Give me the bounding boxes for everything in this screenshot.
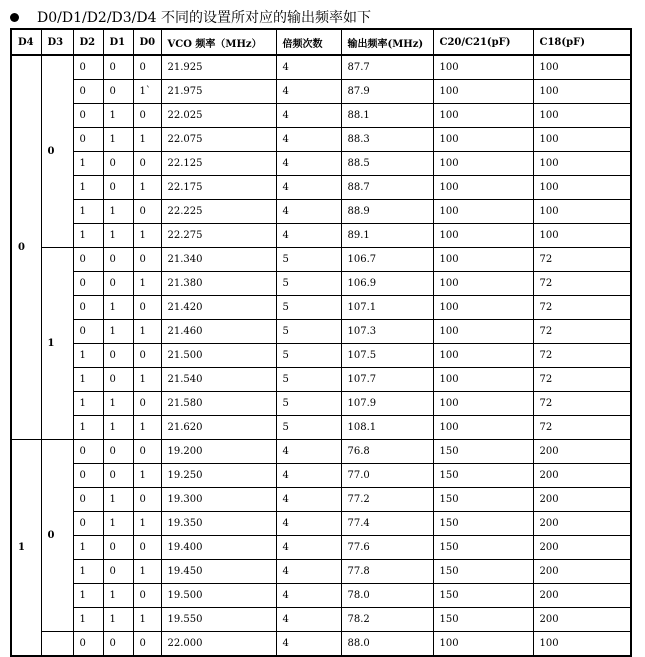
- col-header-c20-c21: C20/C21(pF): [433, 29, 533, 55]
- cell-d1: 0: [103, 248, 133, 272]
- cell-output-freq: 88.0: [341, 632, 433, 657]
- cell-d1: 0: [103, 632, 133, 657]
- heading-text: D0/D1/D2/D3/D4 不同的设置所对应的输出频率如下: [37, 10, 371, 26]
- table-row: [11, 536, 631, 560]
- cell-d1: 0: [103, 464, 133, 488]
- table-row: [11, 176, 631, 200]
- cell-vco-freq: 19.550: [161, 608, 276, 632]
- header-row: [11, 29, 631, 55]
- cell-vco-freq: 21.420: [161, 296, 276, 320]
- cell-c20-c21: 100: [433, 368, 533, 392]
- cell-d1: 1: [103, 488, 133, 512]
- cell-vco-freq: 19.450: [161, 560, 276, 584]
- cell-d0: 0: [133, 152, 161, 176]
- cell-c20-c21: 100: [433, 320, 533, 344]
- cell-d2: 1: [73, 368, 103, 392]
- cell-output-freq: 78.0: [341, 584, 433, 608]
- cell-c18: 72: [533, 368, 631, 392]
- d4-group-cell: 0: [11, 55, 41, 440]
- cell-d2: 0: [73, 248, 103, 272]
- cell-multiplier: 4: [276, 584, 341, 608]
- cell-output-freq: 88.3: [341, 128, 433, 152]
- cell-multiplier: 4: [276, 128, 341, 152]
- cell-c18: 100: [533, 200, 631, 224]
- cell-d0: 1: [133, 368, 161, 392]
- cell-d1: 1: [103, 584, 133, 608]
- cell-d0: 1: [133, 512, 161, 536]
- cell-vco-freq: 19.500: [161, 584, 276, 608]
- table-row: [11, 320, 631, 344]
- cell-d0: 0: [133, 344, 161, 368]
- cell-c18: 200: [533, 584, 631, 608]
- cell-multiplier: 5: [276, 272, 341, 296]
- bullet-icon: [10, 13, 19, 22]
- cell-output-freq: 76.8: [341, 440, 433, 464]
- cell-d2: 1: [73, 536, 103, 560]
- cell-c18: 100: [533, 632, 631, 657]
- cell-d1: 0: [103, 344, 133, 368]
- cell-multiplier: 5: [276, 416, 341, 440]
- table-row: [11, 344, 631, 368]
- cell-c18: 72: [533, 416, 631, 440]
- table-body: [11, 55, 631, 656]
- cell-d2: 0: [73, 488, 103, 512]
- cell-d0: 0: [133, 536, 161, 560]
- cell-d0: 1: [133, 320, 161, 344]
- cell-c20-c21: 100: [433, 200, 533, 224]
- cell-multiplier: 5: [276, 392, 341, 416]
- cell-output-freq: 88.9: [341, 200, 433, 224]
- table-row: [11, 80, 631, 104]
- cell-d1: 0: [103, 176, 133, 200]
- table-row: [11, 224, 631, 248]
- cell-multiplier: 5: [276, 368, 341, 392]
- cell-c20-c21: 100: [433, 176, 533, 200]
- col-header-d1: D1: [103, 29, 133, 55]
- cell-multiplier: 5: [276, 248, 341, 272]
- cell-vco-freq: 19.250: [161, 464, 276, 488]
- cell-output-freq: 107.5: [341, 344, 433, 368]
- cell-c18: 72: [533, 320, 631, 344]
- table-row: [11, 55, 631, 80]
- cell-d2: 1: [73, 584, 103, 608]
- cell-c18: 100: [533, 152, 631, 176]
- col-header-d2: D2: [73, 29, 103, 55]
- cell-c20-c21: 100: [433, 392, 533, 416]
- cell-d1: 1: [103, 392, 133, 416]
- cell-d2: 1: [73, 152, 103, 176]
- cell-d1: 0: [103, 272, 133, 296]
- cell-d2: 0: [73, 512, 103, 536]
- cell-d2: 1: [73, 416, 103, 440]
- cell-c18: 200: [533, 488, 631, 512]
- table-row: [11, 200, 631, 224]
- cell-vco-freq: 19.400: [161, 536, 276, 560]
- cell-output-freq: 107.7: [341, 368, 433, 392]
- cell-d1: 1: [103, 320, 133, 344]
- frequency-table: [10, 28, 632, 657]
- cell-d0: 1: [133, 128, 161, 152]
- cell-vco-freq: 19.350: [161, 512, 276, 536]
- table-row: [11, 272, 631, 296]
- cell-d2: 0: [73, 128, 103, 152]
- d3-group-cell: 0: [41, 55, 73, 248]
- cell-multiplier: 4: [276, 80, 341, 104]
- cell-vco-freq: 21.975: [161, 80, 276, 104]
- cell-vco-freq: 21.460: [161, 320, 276, 344]
- cell-vco-freq: 22.125: [161, 152, 276, 176]
- cell-d2: 0: [73, 320, 103, 344]
- cell-d0: 0: [133, 392, 161, 416]
- cell-c18: 72: [533, 344, 631, 368]
- cell-d0: 0: [133, 200, 161, 224]
- cell-multiplier: 4: [276, 440, 341, 464]
- cell-vco-freq: 21.380: [161, 272, 276, 296]
- cell-d2: 1: [73, 608, 103, 632]
- cell-multiplier: 4: [276, 55, 341, 80]
- cell-d0: 0: [133, 55, 161, 80]
- cell-vco-freq: 21.580: [161, 392, 276, 416]
- cell-d1: 1: [103, 104, 133, 128]
- cell-d1: 1: [103, 128, 133, 152]
- cell-output-freq: 77.4: [341, 512, 433, 536]
- table-row: [11, 416, 631, 440]
- cell-c20-c21: 100: [433, 104, 533, 128]
- cell-c20-c21: 100: [433, 416, 533, 440]
- cell-c18: 200: [533, 464, 631, 488]
- cell-c18: 100: [533, 224, 631, 248]
- cell-output-freq: 106.9: [341, 272, 433, 296]
- cell-output-freq: 77.2: [341, 488, 433, 512]
- d3-group-cell: [41, 632, 73, 657]
- cell-vco-freq: 21.500: [161, 344, 276, 368]
- table-row: [11, 248, 631, 272]
- cell-output-freq: 87.9: [341, 80, 433, 104]
- cell-d1: 1: [103, 512, 133, 536]
- table-row: [11, 464, 631, 488]
- cell-c20-c21: 100: [433, 272, 533, 296]
- cell-d0: 0: [133, 488, 161, 512]
- table-row: [11, 128, 631, 152]
- cell-d1: 1: [103, 296, 133, 320]
- cell-vco-freq: 19.300: [161, 488, 276, 512]
- cell-multiplier: 5: [276, 296, 341, 320]
- cell-multiplier: 4: [276, 152, 341, 176]
- cell-c18: 72: [533, 296, 631, 320]
- col-header-d0: D0: [133, 29, 161, 55]
- table-row: [11, 392, 631, 416]
- cell-vco-freq: 19.200: [161, 440, 276, 464]
- cell-c20-c21: 100: [433, 224, 533, 248]
- cell-c18: 72: [533, 248, 631, 272]
- cell-multiplier: 4: [276, 200, 341, 224]
- cell-vco-freq: 22.075: [161, 128, 276, 152]
- cell-vco-freq: 22.000: [161, 632, 276, 657]
- cell-d2: 0: [73, 272, 103, 296]
- cell-d2: 0: [73, 440, 103, 464]
- cell-d1: 1: [103, 416, 133, 440]
- cell-d0: 1: [133, 560, 161, 584]
- cell-d0: 1: [133, 272, 161, 296]
- table-row: [11, 512, 631, 536]
- cell-d0: 1: [133, 416, 161, 440]
- cell-output-freq: 106.7: [341, 248, 433, 272]
- d4-group-cell: 1: [11, 440, 41, 657]
- cell-c18: 72: [533, 272, 631, 296]
- cell-output-freq: 87.7: [341, 55, 433, 80]
- table-row: [11, 608, 631, 632]
- table-row: [11, 368, 631, 392]
- cell-c20-c21: 100: [433, 152, 533, 176]
- cell-d1: 0: [103, 80, 133, 104]
- cell-multiplier: 4: [276, 488, 341, 512]
- cell-multiplier: 5: [276, 320, 341, 344]
- cell-d1: 1: [103, 200, 133, 224]
- cell-d2: 1: [73, 176, 103, 200]
- col-header-c18: C18(pF): [533, 29, 631, 55]
- cell-d2: 0: [73, 632, 103, 657]
- cell-c18: 100: [533, 128, 631, 152]
- cell-multiplier: 4: [276, 608, 341, 632]
- cell-c20-c21: 100: [433, 296, 533, 320]
- cell-multiplier: 4: [276, 512, 341, 536]
- cell-multiplier: 4: [276, 464, 341, 488]
- cell-vco-freq: 22.225: [161, 200, 276, 224]
- col-header-output: 输出频率(MHz): [341, 29, 433, 55]
- cell-c18: 200: [533, 440, 631, 464]
- cell-d0: 1: [133, 176, 161, 200]
- cell-c18: 72: [533, 392, 631, 416]
- cell-c20-c21: 150: [433, 536, 533, 560]
- cell-c18: 100: [533, 104, 631, 128]
- cell-c20-c21: 100: [433, 80, 533, 104]
- cell-d2: 1: [73, 224, 103, 248]
- cell-d1: 0: [103, 536, 133, 560]
- cell-c20-c21: 100: [433, 344, 533, 368]
- cell-c20-c21: 100: [433, 128, 533, 152]
- cell-d1: 0: [103, 560, 133, 584]
- cell-output-freq: 77.0: [341, 464, 433, 488]
- col-header-d3: D3: [41, 29, 73, 55]
- cell-d2: 0: [73, 296, 103, 320]
- cell-d0: 0: [133, 584, 161, 608]
- cell-multiplier: 4: [276, 632, 341, 657]
- cell-d2: 0: [73, 55, 103, 80]
- cell-d2: 1: [73, 392, 103, 416]
- cell-d1: 0: [103, 152, 133, 176]
- cell-d0: 1: [133, 464, 161, 488]
- cell-d1: 0: [103, 368, 133, 392]
- cell-c20-c21: 150: [433, 464, 533, 488]
- cell-multiplier: 4: [276, 224, 341, 248]
- cell-c20-c21: 100: [433, 248, 533, 272]
- cell-d2: 1: [73, 344, 103, 368]
- cell-c20-c21: 150: [433, 488, 533, 512]
- cell-output-freq: 107.9: [341, 392, 433, 416]
- cell-d1: 1: [103, 224, 133, 248]
- cell-d0: 0: [133, 104, 161, 128]
- cell-c20-c21: 150: [433, 608, 533, 632]
- cell-output-freq: 108.1: [341, 416, 433, 440]
- table-row: [11, 632, 631, 657]
- table-row: [11, 560, 631, 584]
- cell-c18: 200: [533, 536, 631, 560]
- cell-d2: 1: [73, 200, 103, 224]
- table-row: [11, 152, 631, 176]
- cell-output-freq: 88.1: [341, 104, 433, 128]
- cell-vco-freq: 22.275: [161, 224, 276, 248]
- cell-output-freq: 89.1: [341, 224, 433, 248]
- cell-output-freq: 107.3: [341, 320, 433, 344]
- cell-multiplier: 4: [276, 560, 341, 584]
- cell-d0: 0: [133, 632, 161, 657]
- cell-c18: 200: [533, 608, 631, 632]
- cell-d1: 0: [103, 440, 133, 464]
- table-row: [11, 296, 631, 320]
- cell-c18: 100: [533, 55, 631, 80]
- cell-d0: 0: [133, 440, 161, 464]
- cell-d0: 0: [133, 296, 161, 320]
- section-heading: [10, 6, 371, 28]
- cell-output-freq: 77.6: [341, 536, 433, 560]
- cell-d0: 1`: [133, 80, 161, 104]
- d3-group-cell: 1: [41, 248, 73, 440]
- cell-output-freq: 78.2: [341, 608, 433, 632]
- table-row: [11, 488, 631, 512]
- cell-c20-c21: 150: [433, 512, 533, 536]
- table-row: [11, 584, 631, 608]
- cell-vco-freq: 21.925: [161, 55, 276, 80]
- cell-d0: 1: [133, 224, 161, 248]
- cell-vco-freq: 21.340: [161, 248, 276, 272]
- cell-output-freq: 88.5: [341, 152, 433, 176]
- cell-c18: 100: [533, 80, 631, 104]
- cell-d2: 0: [73, 104, 103, 128]
- cell-c20-c21: 100: [433, 55, 533, 80]
- cell-d2: 1: [73, 560, 103, 584]
- cell-multiplier: 4: [276, 176, 341, 200]
- table-row: [11, 440, 631, 464]
- col-header-d4: D4: [11, 29, 41, 55]
- cell-vco-freq: 22.175: [161, 176, 276, 200]
- cell-c20-c21: 150: [433, 584, 533, 608]
- cell-d2: 0: [73, 80, 103, 104]
- cell-c20-c21: 150: [433, 440, 533, 464]
- cell-d2: 0: [73, 464, 103, 488]
- cell-vco-freq: 22.025: [161, 104, 276, 128]
- cell-c18: 200: [533, 560, 631, 584]
- cell-output-freq: 88.7: [341, 176, 433, 200]
- cell-c20-c21: 150: [433, 560, 533, 584]
- cell-d1: 0: [103, 55, 133, 80]
- cell-d1: 1: [103, 608, 133, 632]
- cell-vco-freq: 21.540: [161, 368, 276, 392]
- cell-c18: 100: [533, 176, 631, 200]
- cell-multiplier: 5: [276, 344, 341, 368]
- cell-vco-freq: 21.620: [161, 416, 276, 440]
- cell-multiplier: 4: [276, 536, 341, 560]
- col-header-vco: VCO 频率（MHz）: [161, 29, 276, 55]
- table-row: [11, 104, 631, 128]
- cell-d0: 0: [133, 248, 161, 272]
- cell-output-freq: 107.1: [341, 296, 433, 320]
- cell-c18: 200: [533, 512, 631, 536]
- col-header-multiplier: 倍频次数: [276, 29, 341, 55]
- d3-group-cell: 0: [41, 440, 73, 632]
- cell-d0: 1: [133, 608, 161, 632]
- cell-multiplier: 4: [276, 104, 341, 128]
- cell-output-freq: 77.8: [341, 560, 433, 584]
- cell-c20-c21: 100: [433, 632, 533, 657]
